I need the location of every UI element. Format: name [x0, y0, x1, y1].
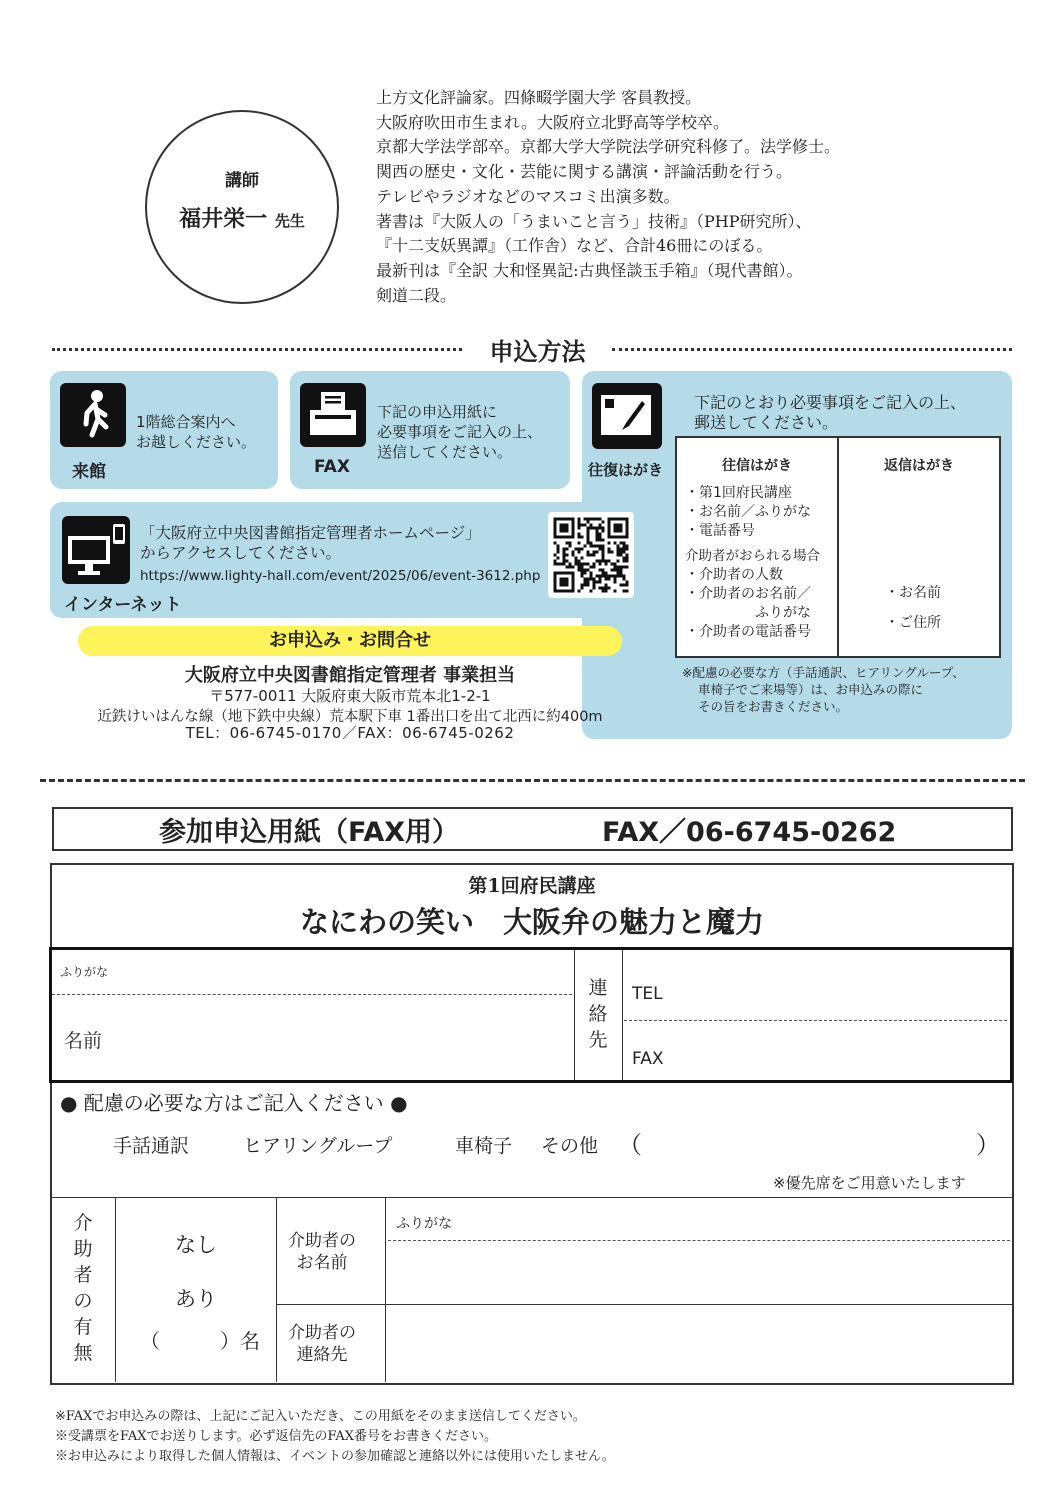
reply-items [885, 578, 941, 638]
postcard-note-line: その旨をお書きください。 [698, 699, 849, 714]
outgoing-item: ・第1回府民講座 [685, 485, 792, 501]
helper-contact-label [288, 1322, 356, 1366]
contact-label-char: 先 [588, 1029, 608, 1051]
internet-url[interactable]: https://www.lighty-hall.com/event/2025/06/event-3612.php [140, 568, 541, 584]
furigana-label: ふりがな [60, 965, 109, 979]
bio-line: 最新刊は『全訳 大和怪異記:古典怪談玉手箱』（現代書館）。 [376, 260, 803, 280]
helper-furigana-label: ふりがな [396, 1216, 452, 1232]
contact-phone: TEL：06-6745-0170／FAX：06-6745-0262 [185, 724, 515, 742]
bio-line: 著書は『大阪人の「うまいこと言う」技術』（PHP研究所）、 [376, 211, 812, 231]
fax-text-line: 送信してください。 [377, 443, 513, 461]
helper-label-char: 無 [73, 1342, 93, 1364]
bio-line: 剣道二段。 [376, 285, 457, 305]
bio-line: 京都大学法学部卒。京都大学大学院法学研究科修了。法学修士。 [376, 137, 841, 157]
contact-label-char: 連 [588, 977, 608, 999]
tel-label: TEL [632, 984, 663, 1004]
helper-item: ・介助者の人数 [685, 567, 783, 583]
contact-address: 〒577-0011 大阪府東大阪市荒本北1-2-1 [209, 687, 491, 705]
form-title: 参加申込用紙（FAX用） [159, 817, 460, 848]
computer-monitor-icon [62, 516, 130, 584]
outgoing-items [685, 484, 820, 642]
form-title-box [52, 807, 1013, 851]
helper-item: ・介助者のお名前／ [685, 586, 811, 602]
postcard-text-line: 下記のとおり必要事項をご記入の上、 [694, 393, 967, 412]
divider [388, 1240, 1010, 1241]
walking-person-icon [60, 383, 126, 447]
furigana-input[interactable] [108, 960, 568, 992]
lecturer-name [147, 202, 337, 233]
form-fax-number: FAX／06-6745-0262 [602, 817, 897, 848]
reply-postcard-card [837, 436, 1001, 658]
helper-label-char: の [73, 1290, 93, 1312]
visit-text-line: 1階総合案内へ [136, 413, 236, 431]
footnote: ※受講票をFAXでお送りします。必ず返信先のFAX番号をお書きください。 [55, 1429, 498, 1444]
helper-furigana-input[interactable] [470, 1205, 1000, 1237]
fax-machine-icon [300, 383, 366, 447]
section-divider-right [612, 348, 1012, 351]
divider [622, 950, 623, 1080]
helper-label-char: 者 [73, 1264, 93, 1286]
lecturer-badge [145, 110, 339, 304]
fax-input[interactable] [680, 1024, 1000, 1074]
lecturer-name-text: 福井栄一 [179, 206, 268, 232]
divider [115, 1197, 116, 1382]
contact-label-char: 絡 [588, 1003, 608, 1025]
care-option-wheelchair[interactable]: 車椅子 [455, 1135, 513, 1157]
internet-text-line: からアクセスしてください。 [140, 544, 342, 562]
helper-label-char: 助 [73, 1238, 93, 1260]
internet-panel [50, 502, 644, 618]
reply-title: 返信はがき [884, 458, 954, 474]
postcard-text-line: 郵送してください。 [694, 413, 839, 432]
contact-access: 近鉄けいはんな線（地下鉄中央線）荒本駅下車 1番出口を出て北西に約400m [97, 709, 603, 725]
qr-code-graphic [548, 512, 634, 598]
section-divider-left [52, 348, 462, 351]
postcard-note-line: ※配慮の必要な方（手話通訳、ヒアリングループ、 [682, 665, 965, 680]
fax-text [377, 402, 542, 462]
tel-input[interactable] [680, 958, 1000, 1016]
cut-line [40, 779, 1025, 782]
helper-name-input[interactable] [392, 1245, 1002, 1300]
outgoing-postcard-card [675, 436, 839, 658]
helper-name-label-line: お名前 [296, 1253, 348, 1273]
helper-contact-label-line: 連絡先 [296, 1345, 348, 1365]
care-heading: ● 配慮の必要な方はご記入ください ● [60, 1091, 408, 1115]
method-title: 申込方法 [489, 338, 586, 366]
helper-count-field[interactable]: （ ）名 [140, 1329, 260, 1353]
postcard-text [694, 393, 966, 433]
internet-text-line: 「大阪府立中央図書館指定管理者ホームページ」 [140, 524, 481, 542]
helper-item: ふりがな [755, 605, 811, 621]
fax-field-label: FAX [632, 1049, 664, 1069]
divider [624, 1020, 1007, 1021]
helper-name-label [288, 1230, 356, 1274]
event-series: 第1回府民講座 [468, 875, 596, 897]
bio-line: 大阪府吹田市生まれ。大阪府立北野高等学校卒。 [376, 112, 729, 132]
visit-label: 来館 [72, 462, 106, 482]
postcard-note-line: 車椅子でご来場等）は、お申込みの際に [698, 682, 924, 697]
visit-text [136, 412, 256, 452]
contact-title: お申込み・お問合せ [78, 626, 622, 656]
outgoing-item: ・電話番号 [685, 523, 755, 539]
care-option-sign-language[interactable]: 手話通訳 [113, 1135, 190, 1157]
contact-org: 大阪府立中央図書館指定管理者 事業担当 [184, 665, 516, 686]
lecturer-honorific: 先生 [274, 212, 305, 230]
other-close-paren: ） [976, 1131, 1000, 1159]
event-title: なにわの笑い 大阪弁の魅力と魔力 [299, 905, 764, 939]
priority-seat-note: ※優先席をご用意いたします [773, 1174, 966, 1192]
reply-item: ・お名前 [885, 585, 941, 601]
bio-line: テレビやラジオなどのマスコミ出演多数。 [376, 186, 680, 206]
helper-label-char: 有 [73, 1316, 93, 1338]
reply-item: ・ご住所 [885, 615, 941, 631]
helper-contact-label-line: 介助者の [288, 1323, 356, 1343]
contact-label [582, 975, 614, 1053]
helper-item: ・介助者の電話番号 [685, 624, 811, 640]
care-option-hearing-loop[interactable]: ヒアリングループ [243, 1135, 393, 1157]
divider [52, 994, 572, 995]
fax-text-line: 必要事項をご記入の上、 [377, 423, 543, 441]
fax-text-line: 下記の申込用紙に [377, 403, 498, 421]
helper-yes-option[interactable]: あり [175, 1287, 217, 1311]
internet-label: インターネット [64, 595, 182, 615]
footnote: ※お申込みにより取得した個人情報は、イベントの参加確認と連絡以外には使用いたしません。 [55, 1449, 615, 1464]
care-option-other[interactable]: その他 [541, 1135, 599, 1157]
bio-line: 『十二支妖異譚』（工作舎）など、合計46冊にのぼる。 [376, 236, 773, 256]
visit-text-line: お越しください。 [136, 433, 257, 451]
outgoing-item: ・お名前／ふりがな [685, 504, 811, 520]
lecturer-role: 講師 [225, 171, 259, 191]
lecturer-bio [376, 86, 1016, 308]
bio-line: 上方文化評論家。四條畷学園大学 客員教授。 [376, 88, 702, 107]
divider [574, 950, 575, 1080]
name-input[interactable] [108, 998, 568, 1074]
qr-code-icon[interactable] [548, 512, 634, 598]
postcard-pen-icon [592, 383, 662, 449]
outgoing-title: 往信はがき [722, 458, 792, 474]
footnote: ※FAXでお申込みの際は、上記にご記入いただき、この用紙をそのまま送信してください。 [55, 1409, 586, 1424]
other-input[interactable] [650, 1126, 970, 1156]
divider [276, 1304, 1012, 1305]
fax-label: FAX [314, 457, 350, 477]
fax-panel [290, 371, 570, 489]
helper-condition: 介助者がおられる場合 [685, 548, 820, 564]
postcard-label: 往復はがき [588, 461, 664, 479]
bio-line: 関西の歴史・文化・芸能に関する講演・評論活動を行う。 [376, 162, 793, 182]
visit-panel [50, 371, 278, 489]
divider [385, 1197, 386, 1382]
divider [50, 1197, 1012, 1198]
internet-text [140, 523, 481, 563]
divider [276, 1197, 277, 1382]
postcard-note [682, 664, 965, 715]
helper-label-char: 介 [73, 1212, 93, 1234]
name-label: 名前 [64, 1030, 103, 1052]
other-open-paren: （ [618, 1131, 642, 1159]
helper-contact-input[interactable] [392, 1310, 1002, 1376]
helper-presence-label [66, 1210, 100, 1366]
helper-none-option[interactable]: なし [175, 1233, 217, 1257]
helper-name-label-line: 介助者の [288, 1231, 356, 1251]
